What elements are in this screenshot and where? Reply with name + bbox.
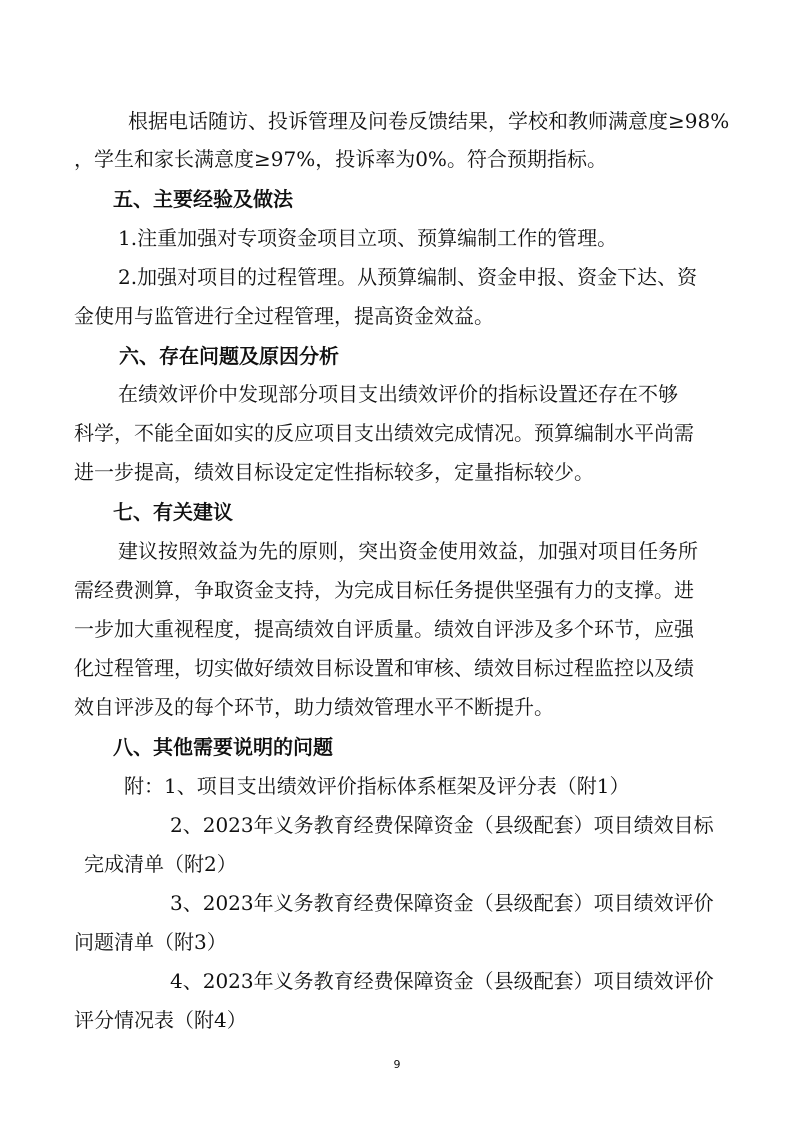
section-6-line-3: 进一步提高，绩效目标设定定性指标较多，定量指标较少。 <box>74 460 594 484</box>
attachment-3-line-2: 问题清单（附3） <box>74 930 227 954</box>
attachment-1: 附：1、项目支出绩效评价指标体系框架及评分表（附1） <box>124 774 630 798</box>
attachment-3-line-1: 3、2023年义务教育经费保障资金（县级配套）项目绩效评价 <box>170 891 714 915</box>
attachment-2-line-2: 完成清单（附2） <box>84 852 237 876</box>
satisfaction-line-1: 根据电话随访、投诉管理及问卷反馈结果，学校和教师满意度≥98% <box>128 109 730 133</box>
section-6-line-1: 在绩效评价中发现部分项目支出绩效评价的指标设置还存在不够 <box>118 382 678 406</box>
page-number: 9 <box>393 1058 401 1071</box>
satisfaction-line-2: ，学生和家长满意度≥97%，投诉率为0%。符合预期指标。 <box>74 147 607 171</box>
section-6-line-2: 科学，不能全面如实的反应项目支出绩效完成情况。预算编制水平尚需 <box>74 421 694 445</box>
attachment-4-line-2: 评分情况表（附4） <box>74 1008 247 1032</box>
section-7-line-5: 效自评涉及的每个环节，助力绩效管理水平不断提升。 <box>74 695 554 719</box>
section-5-item-2-line-1: 2.加强对项目的过程管理。从预算编制、资金申报、资金下达、资 <box>118 265 698 289</box>
section-7-line-3: 一步加大重视程度，提高绩效自评质量。绩效自评涉及多个环节，应强 <box>74 617 694 641</box>
section-6-heading: 六、存在问题及原因分析 <box>119 344 339 368</box>
section-7-line-2: 需经费测算，争取资金支持，为完成目标任务提供坚强有力的支撑。进 <box>74 578 694 602</box>
section-5-item-2-line-2: 金使用与监管进行全过程管理，提高资金效益。 <box>74 304 494 328</box>
section-7-line-4: 化过程管理，切实做好绩效目标设置和审核、绩效目标过程监控以及绩 <box>74 656 694 680</box>
section-7-line-1: 建议按照效益为先的原则，突出资金使用效益，加强对项目任务所 <box>118 539 698 563</box>
section-7-heading: 七、有关建议 <box>113 500 233 524</box>
section-5-item-1: 1.注重加强对专项资金项目立项、预算编制工作的管理。 <box>118 226 618 250</box>
attachment-2-line-1: 2、2023年义务教育经费保障资金（县级配套）项目绩效目标 <box>170 813 714 837</box>
attachment-4-line-1: 4、2023年义务教育经费保障资金（县级配套）项目绩效评价 <box>170 969 714 993</box>
section-5-heading: 五、主要经验及做法 <box>113 187 293 211</box>
section-8-heading: 八、其他需要说明的问题 <box>113 735 333 759</box>
